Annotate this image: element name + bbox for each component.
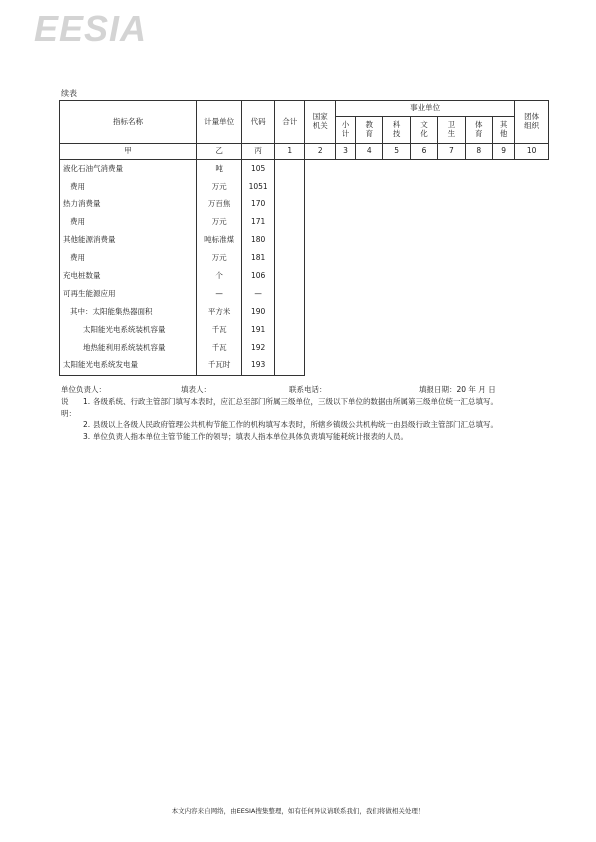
index-cell: 甲: [60, 144, 197, 160]
code-cell: 180: [242, 232, 275, 250]
total-cell: [274, 249, 305, 267]
index-cell: 2: [305, 144, 336, 160]
unit-cell: 千瓦时: [196, 357, 241, 375]
indicator-name: 充电桩数量: [60, 267, 197, 285]
total-cell: [274, 267, 305, 285]
total-cell: [274, 160, 305, 178]
code-cell: 171: [242, 214, 275, 232]
code-cell: 191: [242, 321, 275, 339]
header-subtotal: 小 计: [336, 117, 356, 144]
header-total: 合计: [274, 101, 305, 144]
table-row: [60, 303, 549, 321]
unit-cell: 万元: [196, 249, 241, 267]
indicator-name: 其中：太阳能集热器面积: [60, 303, 197, 321]
table-row: [60, 357, 549, 375]
index-cell: 5: [383, 144, 410, 160]
table-row: [60, 232, 549, 250]
unit-cell: 吨标准煤: [196, 232, 241, 250]
table-row: [60, 196, 549, 214]
total-cell: [274, 303, 305, 321]
blank-cells: [305, 214, 549, 232]
watermark-logo: EESIA: [34, 8, 148, 49]
unit-cell: 万元: [196, 178, 241, 196]
header-health: 卫 生: [438, 117, 465, 144]
indicator-name: 地热能利用系统装机容量: [60, 339, 197, 357]
table-footer: [61, 384, 546, 443]
header-code: 代码: [242, 101, 275, 144]
code-cell: 105: [242, 160, 275, 178]
total-cell: [274, 178, 305, 196]
table-row: [60, 160, 549, 178]
index-row: [60, 144, 549, 160]
notes-label: 说明：: [61, 397, 76, 418]
energy-statistics-table: [59, 100, 549, 376]
note-item: 2. 县级以上各级人民政府管理公共机构节能工作的机构填写本表时，所辖乡镇级公共机构统一由县级行政主管部门汇总填写。: [83, 420, 498, 430]
unit-cell: 千瓦: [196, 339, 241, 357]
table-row: [60, 321, 549, 339]
blank-cells: [305, 303, 549, 321]
blank-cells: [305, 357, 549, 375]
blank-cells: [305, 160, 549, 178]
index-cell: 3: [336, 144, 356, 160]
index-cell: 10: [515, 144, 549, 160]
sig-filler-label: 填表人：: [181, 385, 211, 394]
table-row: [60, 214, 549, 232]
indicator-name: 太阳能光电系统装机容量: [60, 321, 197, 339]
header-sports: 体 育: [465, 117, 492, 144]
code-cell: 192: [242, 339, 275, 357]
indicator-name: 液化石油气消费量: [60, 160, 197, 178]
unit-cell: 吨: [196, 160, 241, 178]
indicator-name: 费用: [60, 249, 197, 267]
index-cell: 丙: [242, 144, 275, 160]
unit-cell: 万元: [196, 214, 241, 232]
total-cell: [274, 285, 305, 303]
index-cell: 7: [438, 144, 465, 160]
unit-cell: 千瓦: [196, 321, 241, 339]
indicator-name: 热力消费量: [60, 196, 197, 214]
index-cell: 4: [356, 144, 383, 160]
blank-cells: [305, 321, 549, 339]
table-row: [60, 178, 549, 196]
header-unit: 计量单位: [196, 101, 241, 144]
code-cell: 170: [242, 196, 275, 214]
total-cell: [274, 339, 305, 357]
table-row: [60, 339, 549, 357]
table-row: [60, 267, 549, 285]
header-education: 教 育: [356, 117, 383, 144]
sig-date-label: 填报日期：20 年 月 日: [419, 385, 496, 394]
header-gov: 国家 机关: [305, 101, 336, 144]
sig-head-label: 单位负责人：: [61, 385, 106, 394]
header-institution-group: 事业单位: [336, 101, 515, 117]
index-cell: 6: [410, 144, 437, 160]
header-science: 科 技: [383, 117, 410, 144]
header-indicator: 指标名称: [60, 101, 197, 144]
table-row: [60, 285, 549, 303]
code-cell: 190: [242, 303, 275, 321]
index-cell: 1: [274, 144, 305, 160]
note-item: 说明： 1. 各级系统、行政主管部门填写本表时，应汇总至部门所属三级单位，三级以下单位的数据由所属第三级单位统一汇总填写。: [61, 397, 498, 418]
blank-cells: [305, 232, 549, 250]
source-disclaimer: 本文内容来自网络，由EESIA搜集整理，如有任何异议请联系我们，我们将做相关处理！: [171, 807, 425, 815]
sig-phone-label: 联系电话：: [289, 385, 327, 394]
unit-cell: —: [196, 285, 241, 303]
index-cell: 9: [493, 144, 515, 160]
code-cell: 193: [242, 357, 275, 375]
code-cell: 1051: [242, 178, 275, 196]
header-culture: 文 化: [410, 117, 437, 144]
indicator-name: 可再生能源应用: [60, 285, 197, 303]
note-item: 3. 单位负责人指本单位主管节能工作的领导；填表人指本单位具体负责填写能耗统计报表的人员。: [83, 431, 408, 441]
total-cell: [274, 321, 305, 339]
continuation-label: 续表: [61, 89, 77, 98]
indicator-name: 其他能源消费量: [60, 232, 197, 250]
code-cell: 106: [242, 267, 275, 285]
blank-cells: [305, 267, 549, 285]
blank-cells: [305, 178, 549, 196]
code-cell: 181: [242, 249, 275, 267]
indicator-name: 费用: [60, 178, 197, 196]
blank-cells: [305, 339, 549, 357]
index-cell: 8: [465, 144, 492, 160]
total-cell: [274, 196, 305, 214]
unit-cell: 个: [196, 267, 241, 285]
unit-cell: 平方米: [196, 303, 241, 321]
blank-cells: [305, 196, 549, 214]
index-cell: 乙: [196, 144, 241, 160]
unit-cell: 万百焦: [196, 196, 241, 214]
total-cell: [274, 214, 305, 232]
blank-cells: [305, 249, 549, 267]
signature-row: [61, 384, 546, 396]
blank-cells: [305, 285, 549, 303]
code-cell: —: [242, 285, 275, 303]
indicator-name: 费用: [60, 214, 197, 232]
table-row: [60, 249, 549, 267]
total-cell: [274, 357, 305, 375]
indicator-name: 太阳能光电系统发电量: [60, 357, 197, 375]
header-org: 团体 组织: [515, 101, 549, 144]
total-cell: [274, 232, 305, 250]
header-other: 其 他: [493, 117, 515, 144]
